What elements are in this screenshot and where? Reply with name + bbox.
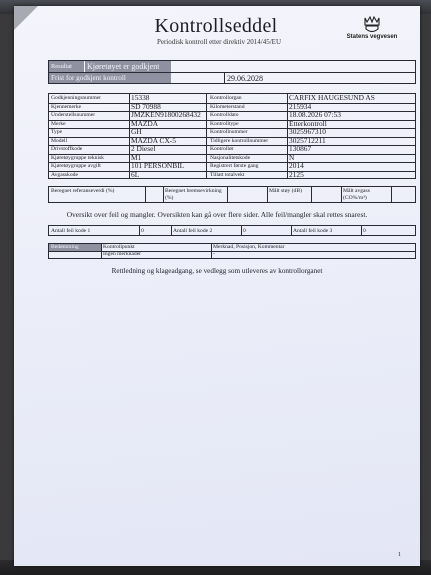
table-row — [49, 171, 415, 180]
document-subtitle: Periodisk kontroll etter direktiv 2014/45/EU — [156, 38, 282, 46]
table-cell-left-label: Type — [51, 129, 63, 135]
result-label: Resultat — [51, 63, 72, 70]
brake-reference-label: Beregnet referanseverdi (%) — [51, 188, 115, 194]
table-cell-left-value: M1 — [131, 152, 142, 162]
fault-code-2-label: Antall feil kode 2 — [173, 228, 213, 234]
noise-label: Målt støy (dB) — [269, 188, 302, 194]
table-cell-right-label: Kontrollør — [210, 146, 234, 152]
exhaust-value — [391, 187, 415, 202]
agency-logo — [344, 16, 400, 40]
table-cell-left-value: 2 Diesel — [131, 144, 156, 153]
table-cell-left-label: Modell — [51, 137, 68, 144]
table-cell-right-value: 18.08.2026 07:53 — [289, 110, 341, 119]
table-cell-left-value: 101 PERSONBIL — [131, 161, 185, 170]
remarks-col-point: Kontrollpunkt — [103, 244, 135, 250]
table-cell-left-value: MAZDA — [131, 118, 159, 128]
table-cell-left-label: Kjøretøygruppe avgift — [51, 163, 101, 169]
table-cell-right-value: 130867 — [289, 144, 312, 153]
table-cell-left-value: GH — [131, 127, 142, 136]
table-cell-left-value: SD 70988 — [131, 101, 161, 111]
remarks-row-comment: - — [213, 251, 215, 257]
table-cell-right-value: 3025967310 — [289, 127, 326, 136]
table-cell-left-label: Understellsnummer — [51, 112, 96, 118]
fault-code-2-value: 0 — [243, 228, 246, 234]
table-cell-left-label: Godkjenningsnummer — [51, 95, 102, 101]
table-cell-left-label: Kjøretøygruppe teknisk — [51, 154, 104, 161]
brake-effect-label: Beregnet bremsevirkning (%) — [165, 188, 222, 201]
table-cell-right-label: Registrert første gang — [210, 163, 259, 169]
footer-note: Rettledning og klageadgang, se vedlegg som utleveres av kontrollorganet — [111, 267, 323, 275]
table-cell-right-value: Etterkontroll — [289, 118, 327, 128]
table-cell-right-label: Tillatt totalvekt — [210, 171, 245, 178]
table-cell-right-value: N — [289, 152, 295, 162]
document-sheet — [14, 6, 420, 566]
measurements-row — [48, 186, 416, 203]
logo-text: Statens vegvesen — [346, 34, 398, 40]
deadline-value: 29.06.2028 — [227, 74, 263, 83]
table-cell-right-label: Kontrollnummer — [210, 129, 248, 135]
brake-reference-value — [145, 187, 163, 202]
remarks-row-point: Ingen merknader — [103, 251, 142, 257]
page-number: 1 — [398, 552, 401, 558]
remarks-col-assessment: Bedømming — [51, 244, 79, 250]
table-cell-left-label: Kjennemerke — [51, 103, 82, 110]
fault-code-1-label: Antall feil kode 1 — [51, 228, 91, 234]
folded-corner — [14, 6, 38, 30]
fault-code-3-value: 0 — [363, 228, 366, 234]
table-cell-left-value: 15338 — [131, 93, 150, 102]
table-cell-right-value: 3025712211 — [289, 135, 326, 145]
table-cell-left-value: JMZKEN91800268432 — [131, 110, 201, 119]
table-cell-right-label: Tidligere kontrollnummer — [210, 137, 269, 144]
fault-count-row — [48, 225, 416, 236]
table-cell-left-value: 6L — [131, 169, 140, 179]
table-cell-right-label: Kontrolldato — [210, 112, 239, 118]
fault-code-3-label: Antall feil kode 3 — [293, 228, 333, 234]
crown-shield-icon — [361, 16, 383, 34]
result-value: Kjøretøyet er godkjent — [87, 62, 160, 71]
noise-value — [311, 187, 341, 202]
table-cell-right-label: Nasjonalitetskode — [210, 154, 251, 161]
table-cell-right-label: Kontrollorgan — [210, 95, 242, 101]
table-cell-left-label: Merke — [51, 120, 66, 127]
table-cell-right-value: 215934 — [289, 101, 312, 111]
table-cell-left-label: Avgasskode — [51, 171, 78, 178]
deadline-label: Frist for godkjent kontroll — [51, 74, 126, 82]
result-box — [48, 60, 416, 84]
table-cell-right-value: CARFIX HAUGESUND AS — [289, 93, 375, 102]
table-cell-right-value: 2125 — [289, 169, 304, 179]
table-cell-left-value: MAZDA CX-5 — [131, 135, 176, 145]
table-cell-right-label: Kontrolltype — [210, 120, 239, 127]
table-cell-right-value: 2014 — [289, 161, 304, 170]
remarks-col-comment: Merknad, Posisjon, Kommentar — [213, 244, 285, 250]
vehicle-data-table — [48, 93, 416, 179]
table-cell-left-label: Drivstoffkode — [51, 146, 83, 152]
fault-code-1-value: 0 — [141, 228, 144, 234]
exhaust-label: Målt avgass (CO%/m³) — [343, 188, 370, 201]
brake-effect-value — [227, 187, 267, 202]
faults-notice: Oversikt over feil og mangler. Oversikten kan gå over flere sider. Alle feil/mangler skal rettes snarest. — [66, 210, 368, 219]
document-title: Kontrollseddel — [154, 15, 278, 37]
remarks-table — [48, 243, 416, 259]
table-cell-right-label: Kilometerstand — [210, 103, 245, 110]
